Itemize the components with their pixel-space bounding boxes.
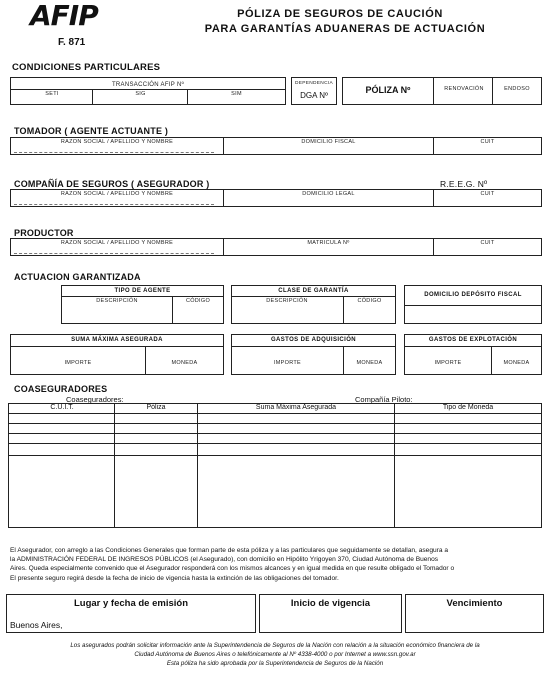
tipo-agente-codigo-label: CÓDIGO [185,298,211,304]
gastos-explotacion-label: GASTOS DE EXPLOTACIÓN [428,337,518,343]
section-compania: COMPAÑÍA DE SEGUROS ( ASEGURADOR ) [14,179,210,189]
clase-garantia-label: CLASE DE GARANTÍA [278,288,349,294]
lugar-value: Buenos Aires, [10,620,63,630]
coaseguradores-table [8,403,542,528]
productor-cuit-label: CUIT [480,240,495,246]
dependencia-box [291,77,337,105]
suma-maxima-label: SUMA MÁXIMA ASEGURADA [71,337,163,343]
legal-line3: Aires. Queda especialmente convenido que el Asegurador responderá con los mismos alcances y en igual medida en que resulte obligado el Tomador o [10,565,455,573]
gastos-adquisicion-label: GASTOS DE ADQUISICIÓN [270,337,357,343]
lugar-fecha-label: Lugar y fecha de emisión [73,598,189,609]
endoso-label: ENDOSO [504,86,530,92]
explotacion-moneda-label: MONEDA [503,360,530,366]
compania-piloto-label: Compañía Piloto: [355,395,413,404]
section-condiciones: CONDICIONES PARTICULARES [12,62,161,73]
compania-domicilio-label: DOMICILIO LEGAL [302,191,355,197]
poliza-box [342,77,542,105]
legal-text [10,546,544,583]
clase-garantia-descripcion-label: DESCRIPCIÓN [266,298,308,304]
dependencia-label: DEPENDENCIA [295,81,333,86]
col-cuit: C.U.I.T. [50,404,74,411]
renovacion-label: RENOVACIÓN [444,86,484,92]
explotacion-importe-label: IMPORTE [434,360,462,366]
poliza-label: PÓLIZA Nº [365,85,411,95]
form-title-line1: PÓLIZA DE SEGUROS DE CAUCIÓN [237,8,443,20]
tomador-razon-label: RAZON SOCIAL / APELLIDO Y NOMBRE [60,139,174,145]
sig-label: SIG [135,91,146,97]
clase-garantia-codigo-label: CÓDIGO [357,298,382,304]
dga-label: DGA Nº [300,91,328,100]
tipo-agente-label: TIPO DE AGENTE [114,288,171,294]
footer-text [6,641,544,668]
productor-matricula-label: MATRICULA Nº [307,240,350,246]
tomador-cuit-label: CUIT [480,139,495,145]
section-productor: PRODUCTOR [14,228,74,238]
reeg-label: R.E.E.G. Nº [440,179,488,189]
domicilio-deposito-label: DOMICILIO DEPÓSITO FISCAL [424,292,522,298]
adquisicion-importe-label: IMPORTE [273,360,302,366]
tipo-agente-descripcion-label: DESCRIPCIÓN [96,298,138,304]
suma-moneda-label: MONEDA [171,360,198,366]
tomador-domicilio-label: DOMICILIO FISCAL [301,139,356,145]
coaseguradores-label: Coaseguradores: [66,395,124,404]
legal-line1: El Asegurador, con arreglo a las Condiciones Generales que forman parte de esta póliza y a las particulares que seguidamente se detallan, asegura a [10,547,449,554]
footer-line3: Esta póliza ha sido aprobada por la Superintendencia de Seguros de la Nación [166,660,384,667]
transaccion-box [10,77,286,105]
section-tomador: TOMADOR ( AGENTE ACTUANTE ) [14,126,169,136]
compania-razon-label: RAZON SOCIAL / APELLIDO Y NOMBRE [60,191,174,197]
footer-line2: Ciudad Autónoma de Buenos Aires o telefónicamente al Nº 4338-4000 o por Internet a www.ssn.gov.ar [134,651,416,658]
suma-importe-label: IMPORTE [64,360,92,366]
sim-label: SIM [231,91,242,97]
col-poliza: Póliza [146,404,166,411]
inicio-vigencia-label: Inicio de vigencia [290,598,371,609]
col-suma: Suma Máxima Asegurada [255,404,337,411]
compania-cuit-label: CUIT [480,191,495,197]
productor-razon-label: RAZON SOCIAL / APELLIDO Y NOMBRE [60,240,174,246]
form-title-line2: PARA GARANTÍAS ADUANERAS DE ACTUACIÓN [204,23,486,35]
vencimiento-label: Vencimiento [446,598,503,609]
section-actuacion: ACTUACION GARANTIZADA [14,272,141,282]
col-moneda: Tipo de Moneda [442,404,494,411]
legal-line2: la ADMINISTRACIÓN FEDERAL DE INGRESOS PÚBLICOS (el Asegurado), con domicilio en Hipólito Yrigoyen 370, Ciudad Autónoma de Buenos [10,556,439,564]
section-coaseguradores: COASEGURADORES [14,384,108,394]
transaccion-label: TRANSACCIÓN AFIP Nº [111,82,185,88]
footer-line1: Los asegurados podrán solicitar información ante la Superintendencia de Seguros de la Nación con relación a la situación económico financiera de la [70,642,480,649]
afip-logo: AFIP [30,0,98,32]
legal-line4: El presente seguro regirá desde la fecha de inicio de vigencia hasta la extinción de las obligaciones del tomador. [10,574,339,582]
seti-label: SETI [45,91,59,97]
adquisicion-moneda-label: MONEDA [356,360,383,366]
form-number: F. 871 [58,37,86,48]
